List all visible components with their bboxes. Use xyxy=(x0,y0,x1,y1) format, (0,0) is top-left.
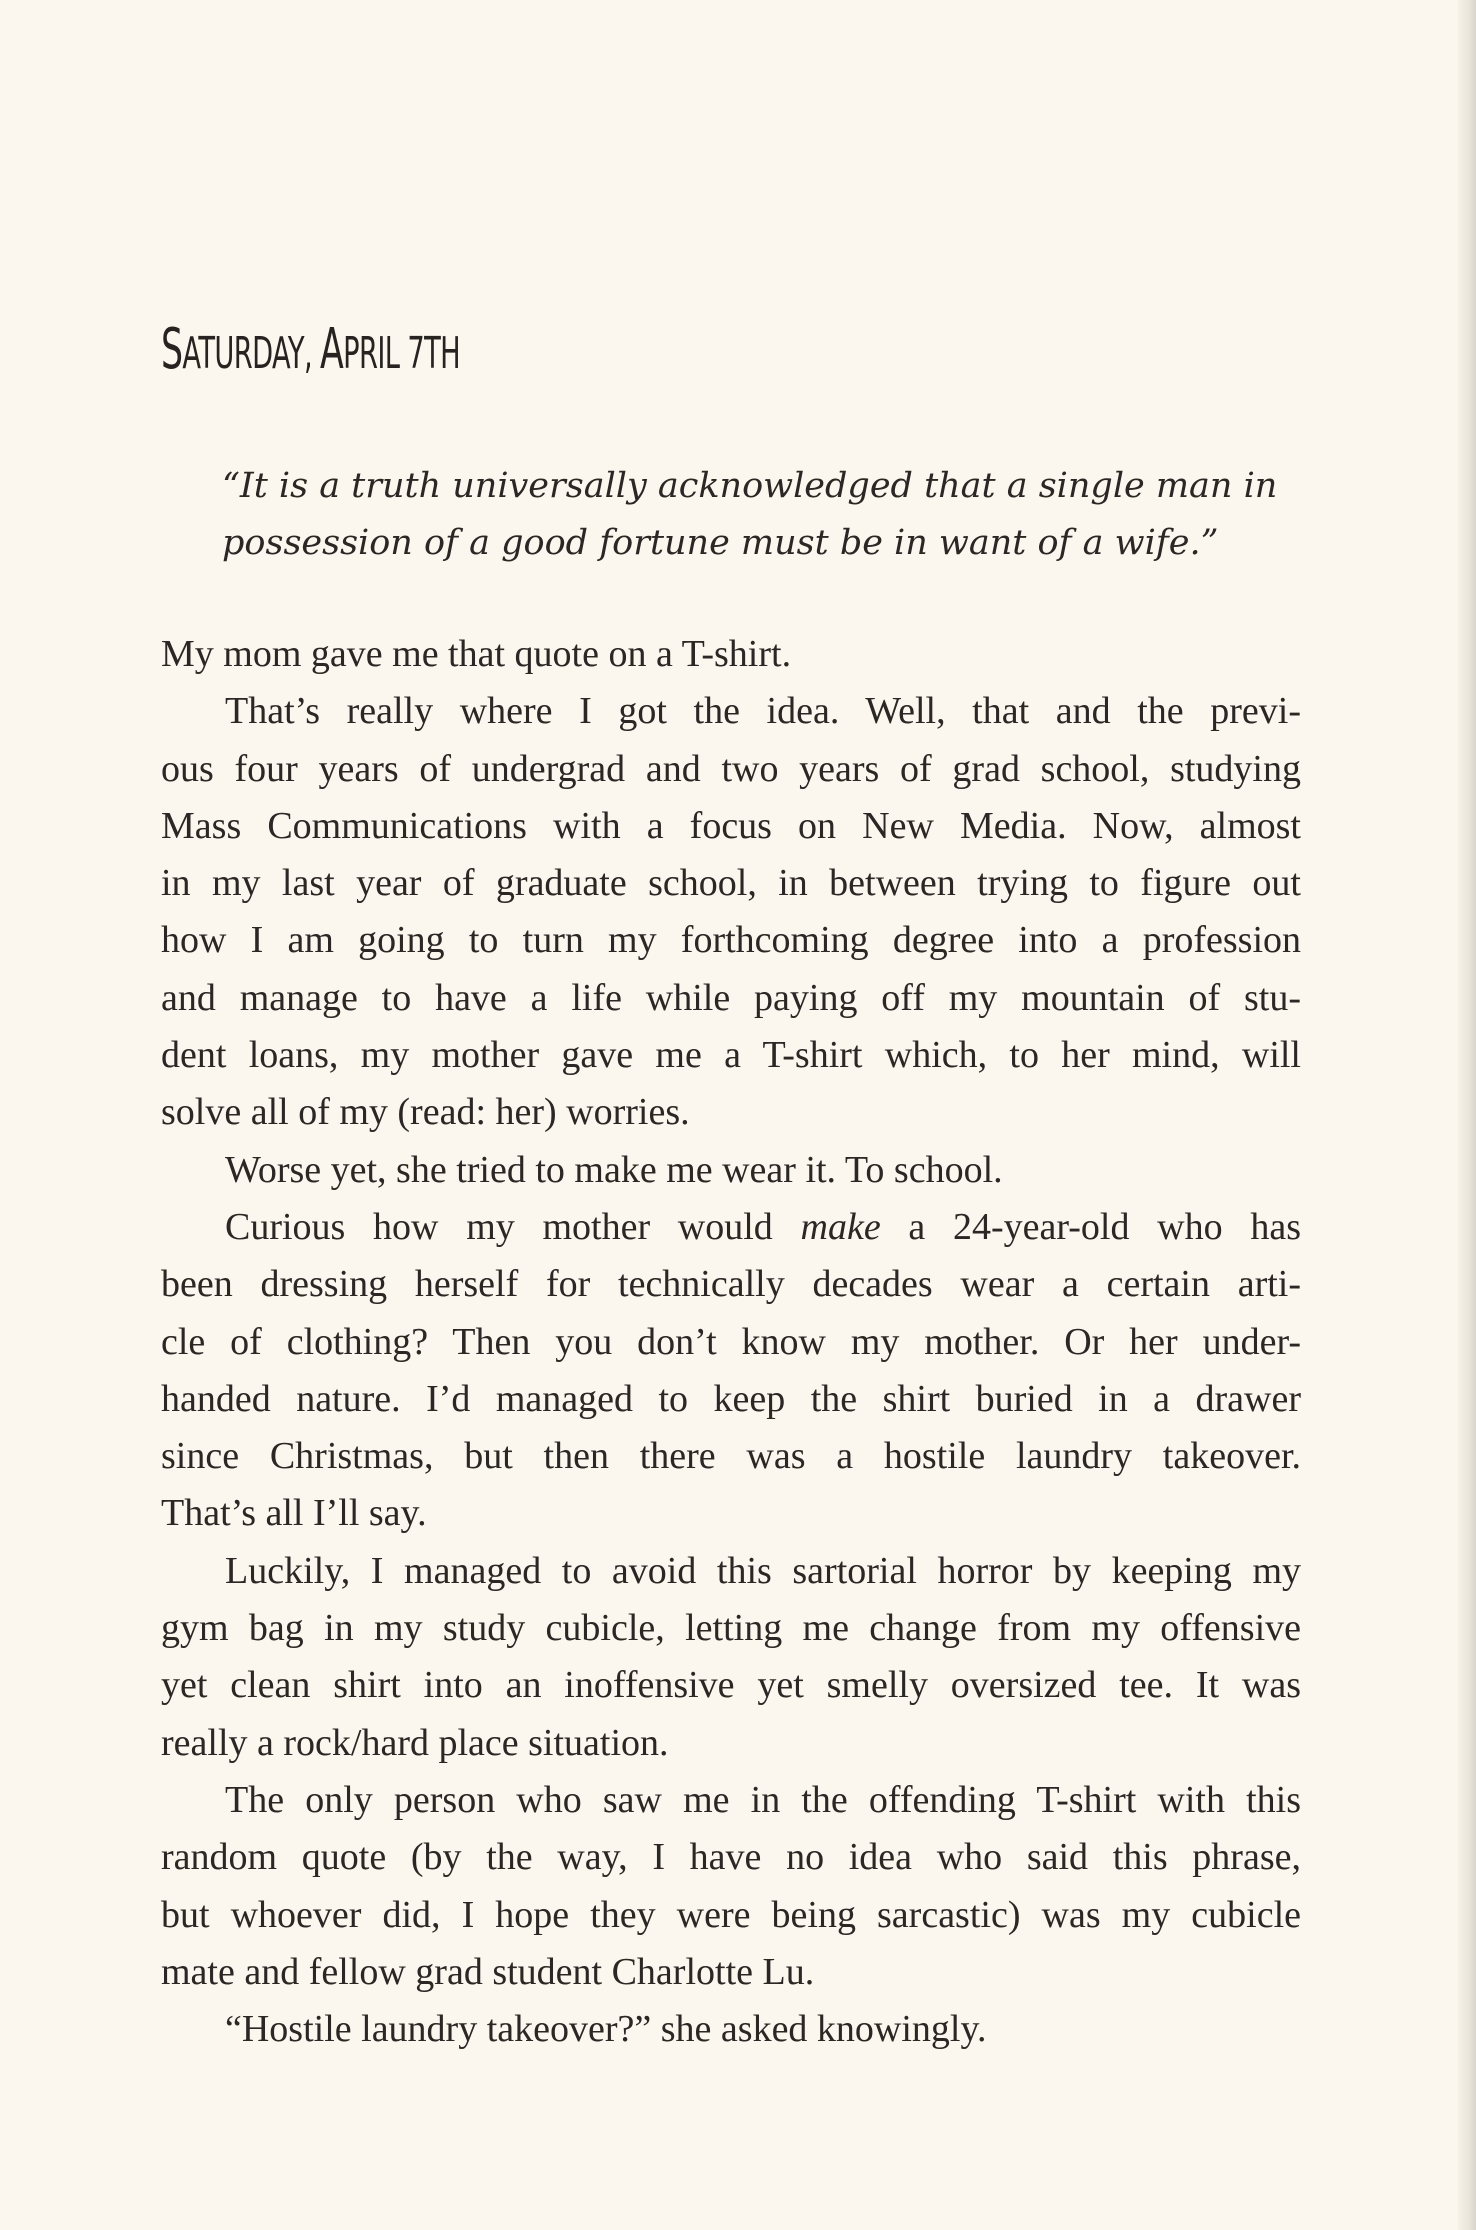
text-line: ous four years of undergrad and two years of grad school, studying xyxy=(161,747,1301,790)
text-line: That’s all I’ll say. xyxy=(161,1492,427,1535)
text-run: a 24-year-old who has xyxy=(880,1205,1301,1248)
text-line: mate and fellow grad student Charlotte Lu. xyxy=(161,1950,815,1993)
text-line: Mass Communications with a focus on New Media. Now, almost xyxy=(161,804,1301,847)
heading-initial-a: A xyxy=(320,317,344,382)
text-line: yet clean shirt into an inoffensive yet smelly oversized tee. It was xyxy=(161,1664,1301,1707)
text-line: and manage to have a life while paying off my mountain of stu- xyxy=(161,976,1301,1019)
text-line: solve all of my (read: her) worries. xyxy=(161,1091,690,1134)
text-line: random quote (by the way, I have no idea who said this phrase, xyxy=(161,1836,1301,1879)
text-line: in my last year of graduate school, in between trying to figure out xyxy=(161,862,1301,905)
emphasis-word: make xyxy=(800,1205,881,1248)
heading-date: PRIL 7TH xyxy=(343,328,461,379)
heading-initial-s: S xyxy=(161,317,183,382)
text-run: Curious how my mother would xyxy=(225,1205,801,1248)
text-line: gym bag in my study cubicle, letting me change from my offensive xyxy=(161,1607,1301,1650)
text-line: handed nature. I’d managed to keep the shirt buried in a drawer xyxy=(161,1377,1301,1420)
epigraph-quote xyxy=(222,458,1322,572)
body-text xyxy=(161,626,1301,2058)
text-line: how I am going to turn my forthcoming degree into a profession xyxy=(161,919,1301,962)
text-line: since Christmas, but then there was a hostile laundry takeover. xyxy=(161,1435,1301,1478)
heading-day: ATURDAY, xyxy=(182,328,321,379)
text-line: been dressing herself for technically decades wear a certain arti- xyxy=(161,1263,1301,1306)
epigraph-line: “It is a truth universally acknowledged that a single man in xyxy=(222,466,1278,506)
text-line: My mom gave me that quote on a T-shirt. xyxy=(161,633,792,675)
text-line: but whoever did, I hope they were being sarcastic) was my cubicle xyxy=(161,1893,1301,1936)
text-line: “Hostile laundry takeover?” she asked knowingly. xyxy=(225,2008,987,2051)
text-line: Luckily, I managed to avoid this sartorial horror by keeping my xyxy=(225,1549,1301,1592)
text-line: cle of clothing? Then you don’t know my mother. Or her under- xyxy=(161,1320,1301,1363)
text-line: The only person who saw me in the offending T-shirt with this xyxy=(225,1778,1301,1821)
text-line xyxy=(161,1199,1301,1256)
chapter-heading xyxy=(161,317,461,382)
text-line: dent loans, my mother gave me a T-shirt which, to her mind, will xyxy=(161,1034,1301,1077)
text-line: That’s really where I got the idea. Well, that and the previ- xyxy=(225,690,1301,733)
text-line: really a rock/hard place situation. xyxy=(161,1721,669,1764)
page-edge-shadow xyxy=(1458,0,1476,2230)
epigraph-line: possession of a good fortune must be in want of a wife.” xyxy=(222,523,1219,563)
text-line: Worse yet, she tried to make me wear it. To school. xyxy=(225,1148,1003,1191)
